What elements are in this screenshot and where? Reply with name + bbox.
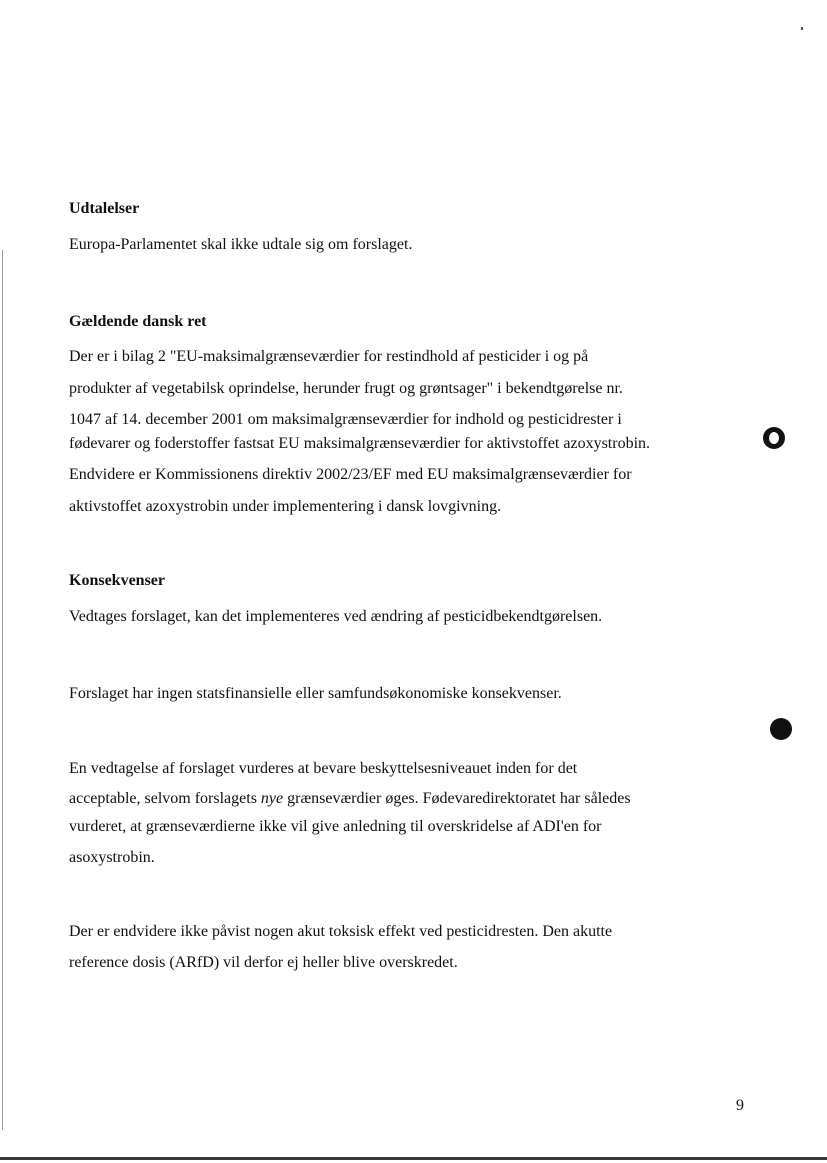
konsekvenser-p3-line-1: En vedtagelse af forslaget vurderes at bevare beskyttelsesniveauet inden for det	[69, 760, 578, 777]
konsekvenser-p4-line-1: Der er endvidere ikke påvist nogen akut toksisk effekt ved pesticidresten. Den akutte	[69, 923, 613, 940]
gaeldende-line-4: fødevarer og foderstoffer fastsat EU maksimalgrænseværdier for aktivstoffet azoxystrobin.	[69, 435, 651, 452]
heading-gaeldende-dansk-ret: Gældende dansk ret	[69, 313, 207, 330]
konsekvenser-p3-line-4: asoxystrobin.	[69, 849, 155, 866]
gaeldende-line-1: Der er i bilag 2 "EU-maksimalgrænseværdier for restindhold af pesticider i og på	[69, 348, 589, 365]
gaeldende-line-2: produkter af vegetabilsk oprindelse, herunder frugt og grøntsager" i bekendtgørelse nr.	[69, 380, 623, 397]
konsekvenser-p3-line-3: vurderet, at grænseværdierne ikke vil give anledning til overskridelse af ADI'en for	[69, 818, 602, 835]
punch-hole-ring-mark	[763, 427, 785, 449]
konsekvenser-p2: Forslaget har ingen statsfinansielle eller samfundsøkonomiske konsekvenser.	[69, 685, 562, 702]
udtalelser-line: Europa-Parlamentet skal ikke udtale sig om forslaget.	[69, 236, 413, 253]
konsekvenser-p4-line-2: reference dosis (ARfD) vil derfor ej heller blive overskredet.	[69, 954, 458, 971]
text-segment: acceptable, selvom forslagets	[69, 790, 261, 807]
scan-edge-left	[2, 250, 3, 1130]
punch-hole-mark	[770, 718, 792, 740]
text-segment: grænseværdier øges. Fødevaredirektoratet har således	[283, 790, 631, 807]
konsekvenser-p1: Vedtages forslaget, kan det implementeres ved ændring af pesticidbekendtgørelsen.	[69, 608, 603, 625]
gaeldende-line-5: Endvidere er Kommissionens direktiv 2002/23/EF med EU maksimalgrænseværdier for	[69, 466, 632, 483]
gaeldende-line-6: aktivstoffet azoxystrobin under implementering i dansk lovgivning.	[69, 498, 502, 515]
konsekvenser-p3-line-2	[69, 789, 631, 809]
scan-speck	[801, 27, 803, 30]
scan-edge-bottom	[0, 1157, 827, 1160]
page-number: 9	[736, 1097, 744, 1114]
gaeldende-line-3: 1047 af 14. december 2001 om maksimalgrænseværdier for indhold og pesticidrester i	[69, 411, 622, 428]
emphasis-nye: nye	[260, 790, 284, 807]
heading-konsekvenser: Konsekvenser	[69, 572, 165, 589]
heading-udtalelser: Udtalelser	[69, 200, 140, 217]
